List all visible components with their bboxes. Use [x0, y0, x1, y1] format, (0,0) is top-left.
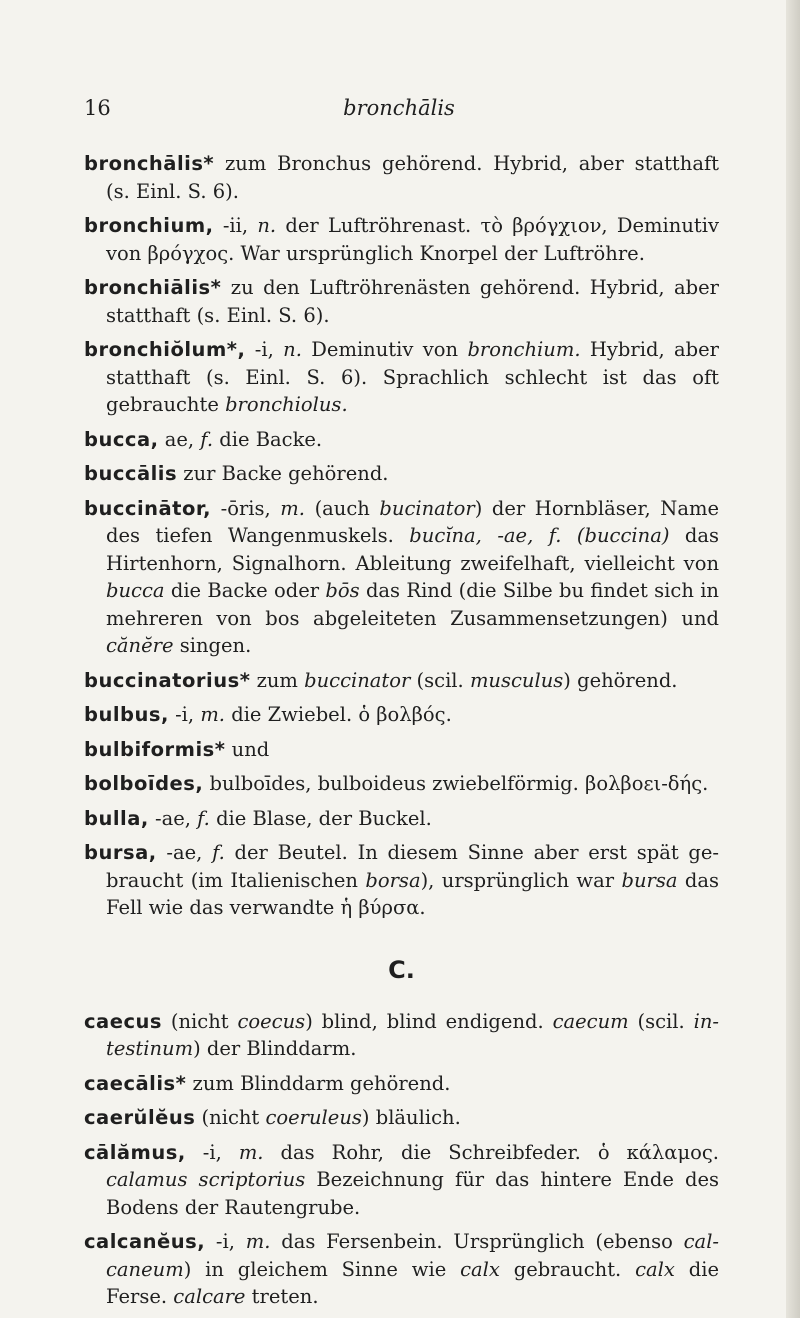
headword: buccinātor,: [84, 496, 212, 520]
gender: f.: [200, 427, 214, 451]
definition: die Backe.: [213, 427, 323, 451]
italic-term: buccinator: [304, 668, 411, 692]
italic-term: cal-caneum: [106, 1230, 720, 1281]
italic-term: bucinator: [379, 496, 475, 520]
entry-bolboides: [84, 770, 719, 798]
definition: ), ursprünglich war: [420, 868, 622, 892]
italic-term: calx: [460, 1257, 500, 1281]
italic-term: caecum: [552, 1009, 629, 1033]
italic-term: calcare: [173, 1285, 246, 1308]
headword: calcanĕus,: [84, 1230, 206, 1253]
definition: ) bläulich.: [361, 1106, 461, 1129]
definition: das Rind (die Silbe bu findet sich in mehreren von bos abgeleiteten Zusammensetzungen) und: [106, 579, 719, 630]
gender: m.: [200, 703, 226, 726]
headword: bronchiālis*: [84, 276, 222, 299]
definition: (nicht: [162, 1009, 238, 1033]
definition: ) der Hornbläser, Name des tiefen Wangenmuskels.: [106, 496, 719, 547]
headword: bronchium,: [84, 214, 214, 237]
italic-term: bucca: [106, 579, 165, 602]
definition: das Fell wie das verwandte ἡ βύρσα.: [106, 868, 719, 919]
definition: Deminutiv von: [301, 338, 468, 361]
entry-bulbus: [84, 701, 719, 729]
headword: bolboīdes,: [84, 772, 204, 795]
page-header: [84, 96, 714, 126]
headword: bursa,: [84, 841, 157, 864]
definition: (auch: [305, 496, 380, 520]
definition: (nicht: [195, 1106, 266, 1129]
gender: n.: [283, 338, 302, 361]
entry-bronchium: [84, 212, 719, 267]
italic-term: calx: [635, 1257, 675, 1281]
definition: ) der Blinddarm.: [193, 1037, 357, 1060]
section-letter: C.: [388, 955, 415, 984]
italic-term: borsa: [365, 868, 421, 892]
definition: [482, 524, 497, 547]
entry-caecalis: [84, 1070, 719, 1098]
definition: -i,: [205, 1230, 246, 1253]
definition: [533, 524, 548, 547]
entry-bronchiolum: [84, 336, 719, 419]
gender: m.: [280, 496, 305, 520]
italic-term: bronchium.: [467, 338, 581, 361]
italic-term: calamus scriptorius: [106, 1168, 306, 1191]
entry-calcaneus: [84, 1228, 719, 1311]
headword: bronchiŏlum*,: [84, 338, 246, 361]
headword: bucca,: [84, 427, 159, 451]
definition: treten.: [245, 1285, 319, 1308]
gender: f.: [197, 806, 210, 830]
definition: und: [225, 737, 270, 761]
definition: -ae,: [148, 806, 198, 830]
definition: das Hirtenhorn, Signalhorn. Ableitung zweifelhaft, vielleicht von: [106, 524, 719, 575]
definition: zum Bronchus gehörend. Hybrid, aber statthaft (s. Einl. S. 6).: [106, 152, 719, 203]
definition: das Fersenbein. Ursprünglich (ebenso: [270, 1230, 684, 1253]
headword: buccālis: [84, 462, 178, 485]
italic-term: in-testinum: [106, 1009, 719, 1060]
entry-bursa: [84, 839, 719, 922]
definition: -i,: [185, 1140, 239, 1164]
italic-term: bronchiolus.: [225, 393, 348, 416]
definition: die Zwiebel. ὁ βολβός.: [225, 703, 452, 726]
italic-term: bucĭna,: [409, 524, 482, 547]
definition: ) in gleichem Sinne wie: [183, 1257, 461, 1281]
definition: ) gehörend.: [563, 668, 678, 692]
definition: zum: [250, 668, 305, 692]
definition: -ōris,: [211, 496, 281, 520]
headword: caecālis*: [84, 1071, 187, 1095]
definition: -ae,: [156, 841, 213, 864]
headword: cālămus,: [84, 1140, 186, 1164]
gender: m.: [238, 1140, 264, 1164]
headword: bulbiformis*: [84, 737, 226, 761]
italic-term: -ae,: [497, 524, 534, 547]
definition: -i,: [245, 338, 284, 361]
definition: Hybrid, aber statthaft (s. Einl. S. 6). Sprachlich schlecht ist das oft gebrauchte: [106, 338, 719, 416]
entry-caecus: [84, 1008, 719, 1063]
definition: zum Blinddarm gehörend.: [186, 1071, 451, 1095]
definition: der Beutel. In diesem Sinne aber erst spät ge-braucht (im Italienischen: [106, 841, 719, 892]
entry-buccinatorius: [84, 667, 719, 695]
definition: ae,: [158, 427, 201, 451]
gender: m.: [245, 1230, 271, 1253]
definition: -ii,: [213, 214, 258, 237]
running-head: bronchālis: [343, 96, 455, 120]
entry-bronchialis: [84, 274, 719, 329]
definition: zu den Luftröhrenästen gehörend. Hybrid, aber statthaft (s. Einl. S. 6).: [106, 276, 719, 327]
definition: die Backe oder: [164, 579, 326, 602]
entry-buccinator: [84, 495, 719, 660]
headword: buccinatorius*: [84, 668, 251, 692]
page-edge: [786, 0, 800, 1318]
entry-bucca: [84, 426, 719, 454]
entry-bronchalis: [84, 150, 719, 205]
entry-bulbiformis: [84, 736, 719, 764]
definition: bulboīdes, bulboideus zwiebelförmig. βολβοει-δής.: [203, 772, 709, 795]
definition: gebraucht.: [499, 1257, 636, 1281]
gender: f.: [212, 841, 225, 864]
definition: die Ferse.: [106, 1257, 719, 1308]
definition: singen.: [173, 634, 252, 657]
italic-term: coeruleus: [265, 1106, 362, 1129]
definition: -i,: [168, 703, 201, 726]
definition: (scil.: [410, 668, 470, 692]
definition: der Luftröhrenast. τὸ βρόγχιον, Deminutiv von βρόγχος. War ursprünglich Knorpel der Luftröhre.: [106, 214, 719, 265]
definition: das Rohr, die Schreibfeder. ὁ κάλαμος.: [263, 1140, 719, 1164]
entry-buccalis: [84, 460, 719, 488]
italic-term: f. (buccina): [548, 524, 670, 547]
dictionary-body: [84, 150, 719, 1318]
entry-caeruleus: [84, 1104, 719, 1132]
definition: (scil.: [628, 1009, 694, 1033]
definition: ) blind, blind endigend.: [305, 1009, 553, 1033]
italic-term: musculus: [469, 668, 564, 692]
italic-term: cănĕre: [106, 634, 174, 657]
headword: caerŭlĕus: [84, 1106, 196, 1129]
page-number: 16: [84, 96, 111, 120]
definition: zur Backe gehörend.: [177, 462, 389, 485]
italic-term: bursa: [621, 868, 678, 892]
italic-term: coecus: [237, 1009, 306, 1033]
headword: bulla,: [84, 806, 149, 830]
headword: caecus: [84, 1009, 162, 1033]
headword: bronchālis*: [84, 152, 215, 175]
gender: n.: [257, 214, 277, 237]
definition: die Blase, der Buckel.: [209, 806, 432, 830]
italic-term: bōs: [325, 579, 360, 602]
headword: bulbus,: [84, 703, 169, 726]
entry-bulla: [84, 805, 719, 833]
entry-calamus: [84, 1139, 719, 1222]
definition: Bezeichnung für das hintere Ende des Bodens der Rautengrube.: [106, 1168, 719, 1219]
